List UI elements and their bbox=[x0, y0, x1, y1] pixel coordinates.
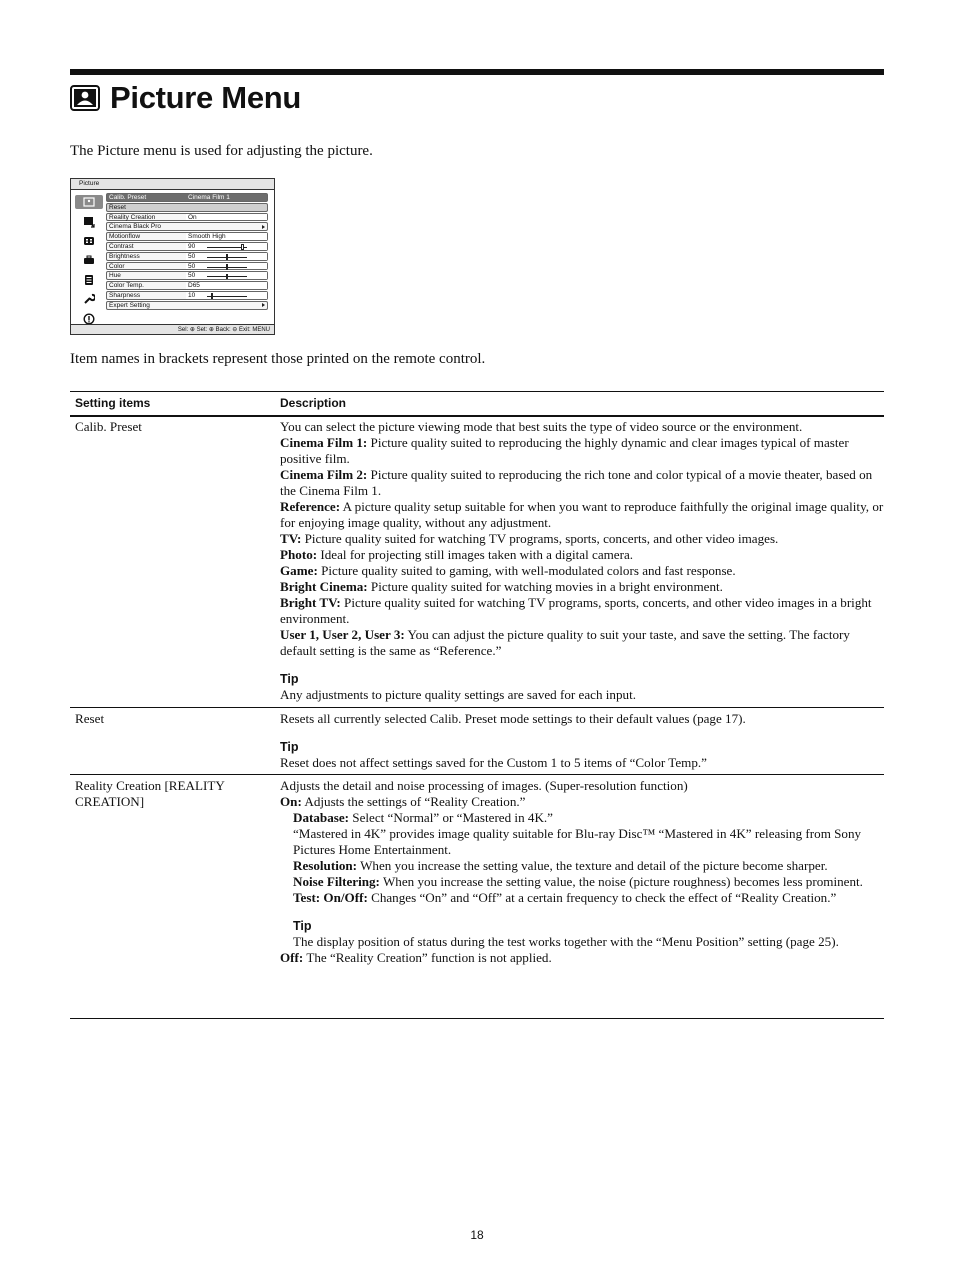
osd-row-label: Brightness bbox=[109, 252, 140, 260]
database-option: Database: Select “Normal” or “Mastered in 4K.” bbox=[293, 810, 553, 825]
tip-label: Tip bbox=[280, 740, 299, 754]
tip-label: Tip bbox=[280, 672, 299, 686]
osd-row bbox=[106, 271, 268, 280]
preset-item: TV: Picture quality suited for watching TV programs, sports, concerts, and other video images. bbox=[280, 531, 779, 546]
test-option: Test: On/Off: Changes “On” and “Off” at a certain frequency to check the effect of “Reality Creation.” bbox=[293, 890, 837, 905]
remote-note: Item names in brackets represent those printed on the remote control. bbox=[70, 351, 486, 367]
osd-slider-knob bbox=[226, 264, 228, 270]
setting-name: Reset bbox=[75, 711, 105, 726]
osd-row-label: Reality Creation bbox=[109, 213, 156, 221]
osd-row-label: Hue bbox=[109, 272, 121, 280]
description-text: Resets all currently selected Calib. Preset mode settings to their default values (page 17). bbox=[280, 711, 746, 726]
osd-row-value: D65 bbox=[186, 282, 267, 289]
tip-text: The display position of status during the test works together with the “Menu Position” setting (page 25). bbox=[293, 934, 839, 949]
osd-row-label: Contrast bbox=[109, 242, 134, 250]
osd-row bbox=[106, 242, 268, 251]
preset-item: Game: Picture quality suited to gaming, with well-modulated colors and fast response. bbox=[280, 563, 736, 578]
osd-row bbox=[106, 291, 268, 300]
table-row-reality-creation bbox=[70, 774, 884, 1019]
osd-slider-knob bbox=[241, 244, 243, 250]
osd-wrench-icon bbox=[74, 290, 104, 309]
osd-slider bbox=[207, 276, 247, 277]
osd-slider bbox=[207, 257, 247, 258]
osd-row bbox=[106, 281, 268, 290]
preset-item: User 1, User 2, User 3: You can adjust the picture quality to suit your taste, and save the setting. The factory default setting is the same as “Reference.” bbox=[280, 627, 850, 658]
osd-row bbox=[106, 262, 268, 271]
osd-row bbox=[106, 203, 268, 212]
osd-picture-icon bbox=[75, 195, 103, 209]
page-title bbox=[70, 80, 301, 116]
osd-row-value: On bbox=[186, 214, 267, 221]
osd-row-value: 10 bbox=[186, 292, 267, 299]
osd-menu-screenshot bbox=[70, 178, 275, 335]
osd-row-value: 50 bbox=[186, 253, 267, 260]
preset-item: Bright Cinema: Picture quality suited for watching movies in a bright environment. bbox=[280, 579, 723, 594]
osd-row-value: Smooth High bbox=[186, 233, 267, 240]
resolution-option: Resolution: When you increase the setting value, the texture and detail of the picture become sharper. bbox=[293, 858, 828, 873]
osd-briefcase-icon bbox=[74, 251, 104, 270]
osd-slider-knob bbox=[211, 293, 213, 299]
osd-row-label: Cinema Black Pro bbox=[109, 223, 162, 231]
osd-row-value: 50 bbox=[186, 263, 267, 270]
on-option: On: Adjusts the settings of “Reality Creation.” bbox=[280, 794, 526, 809]
osd-rows bbox=[106, 193, 268, 311]
setting-description bbox=[280, 711, 884, 771]
setting-name: Reality Creation [REALITY CREATION] bbox=[75, 778, 225, 809]
osd-row-label: Motionflow bbox=[109, 233, 141, 241]
table-header bbox=[70, 391, 884, 417]
setting-description bbox=[280, 778, 884, 966]
osd-display-icon bbox=[74, 231, 104, 250]
osd-screen-icon bbox=[74, 212, 104, 231]
col-header-description: Description bbox=[280, 396, 347, 410]
preset-list bbox=[280, 435, 884, 659]
preset-item: Bright TV: Picture quality suited for watching TV programs, sports, concerts, and other video images in a bright environment. bbox=[280, 595, 872, 626]
osd-slider bbox=[207, 267, 247, 268]
osd-row bbox=[106, 222, 268, 231]
osd-row bbox=[106, 213, 268, 222]
osd-row-label: Color Temp. bbox=[109, 282, 144, 290]
tip-text: Any adjustments to picture quality settings are saved for each input. bbox=[280, 687, 636, 702]
osd-row bbox=[106, 232, 268, 241]
osd-slider bbox=[207, 296, 247, 297]
osd-row bbox=[106, 193, 268, 202]
osd-row-value: 90 bbox=[186, 243, 267, 250]
osd-sidebar bbox=[74, 193, 104, 328]
preset-item: Reference: A picture quality setup suitable for when you want to reproduce faithfully the original image quality, or for enjoying image quality, without any adjustment. bbox=[280, 499, 884, 530]
header-rule bbox=[70, 69, 884, 75]
setting-name: Calib. Preset bbox=[75, 419, 142, 434]
setting-description bbox=[280, 419, 884, 703]
submenu-arrow-icon bbox=[262, 303, 265, 307]
description-intro: You can select the picture viewing mode that best suits the type of video source or the environment. bbox=[280, 419, 803, 434]
off-option: Off: The “Reality Creation” function is not applied. bbox=[280, 950, 552, 965]
page-number: 18 bbox=[470, 1228, 484, 1242]
osd-row-label: Calib. Preset bbox=[109, 194, 147, 201]
osd-slider-knob bbox=[226, 254, 228, 260]
picture-menu-icon bbox=[70, 85, 100, 111]
osd-slider-knob bbox=[226, 274, 228, 280]
tip-label: Tip bbox=[293, 919, 312, 933]
preset-item: Photo: Ideal for projecting still images taken with a digital camera. bbox=[280, 547, 634, 562]
col-header-setting-items: Setting items bbox=[75, 396, 151, 410]
osd-list-icon bbox=[74, 270, 104, 289]
osd-row-label: Reset bbox=[109, 203, 126, 211]
osd-footer: Sel: ⊕ Set: ⊕ Back: ⊖ Exit: MENU bbox=[71, 324, 274, 334]
osd-row-label: Color bbox=[109, 262, 125, 270]
submenu-arrow-icon bbox=[262, 225, 265, 229]
page-title-text: Picture Menu bbox=[110, 80, 302, 115]
preset-item: Cinema Film 2: Picture quality suited to reproducing the rich tone and color typical of a movie theater, based on the Cinema Film 1. bbox=[280, 467, 873, 498]
table-row-calib-preset bbox=[70, 415, 884, 708]
osd-row-label: Expert Setting bbox=[109, 301, 150, 309]
osd-row-value: Cinema Film 1 bbox=[186, 194, 267, 201]
osd-header: Picture bbox=[71, 179, 274, 190]
preset-item: Cinema Film 1: Picture quality suited to reproducing the highly dynamic and clear images typical of master positive film. bbox=[280, 435, 849, 466]
osd-row bbox=[106, 301, 268, 310]
intro-text: The Picture menu is used for adjusting the picture. bbox=[70, 143, 373, 159]
description-intro: Adjusts the detail and noise processing of images. (Super-resolution function) bbox=[280, 778, 688, 793]
osd-row bbox=[106, 252, 268, 261]
noise-filtering-option: Noise Filtering: When you increase the setting value, the noise (picture roughness) becomes less prominent. bbox=[293, 874, 863, 889]
database-note: “Mastered in 4K” provides image quality suitable for Blu-ray Disc™ “Mastered in 4K” releasing from Sony Pictures Home Entertainment. bbox=[293, 826, 862, 857]
table-row-reset bbox=[70, 707, 884, 775]
tip-text: Reset does not affect settings saved for the Custom 1 to 5 items of “Color Temp.” bbox=[280, 755, 707, 770]
osd-slider bbox=[207, 247, 247, 248]
osd-row-label: Sharpness bbox=[109, 291, 141, 299]
osd-row-value: 50 bbox=[186, 272, 267, 279]
